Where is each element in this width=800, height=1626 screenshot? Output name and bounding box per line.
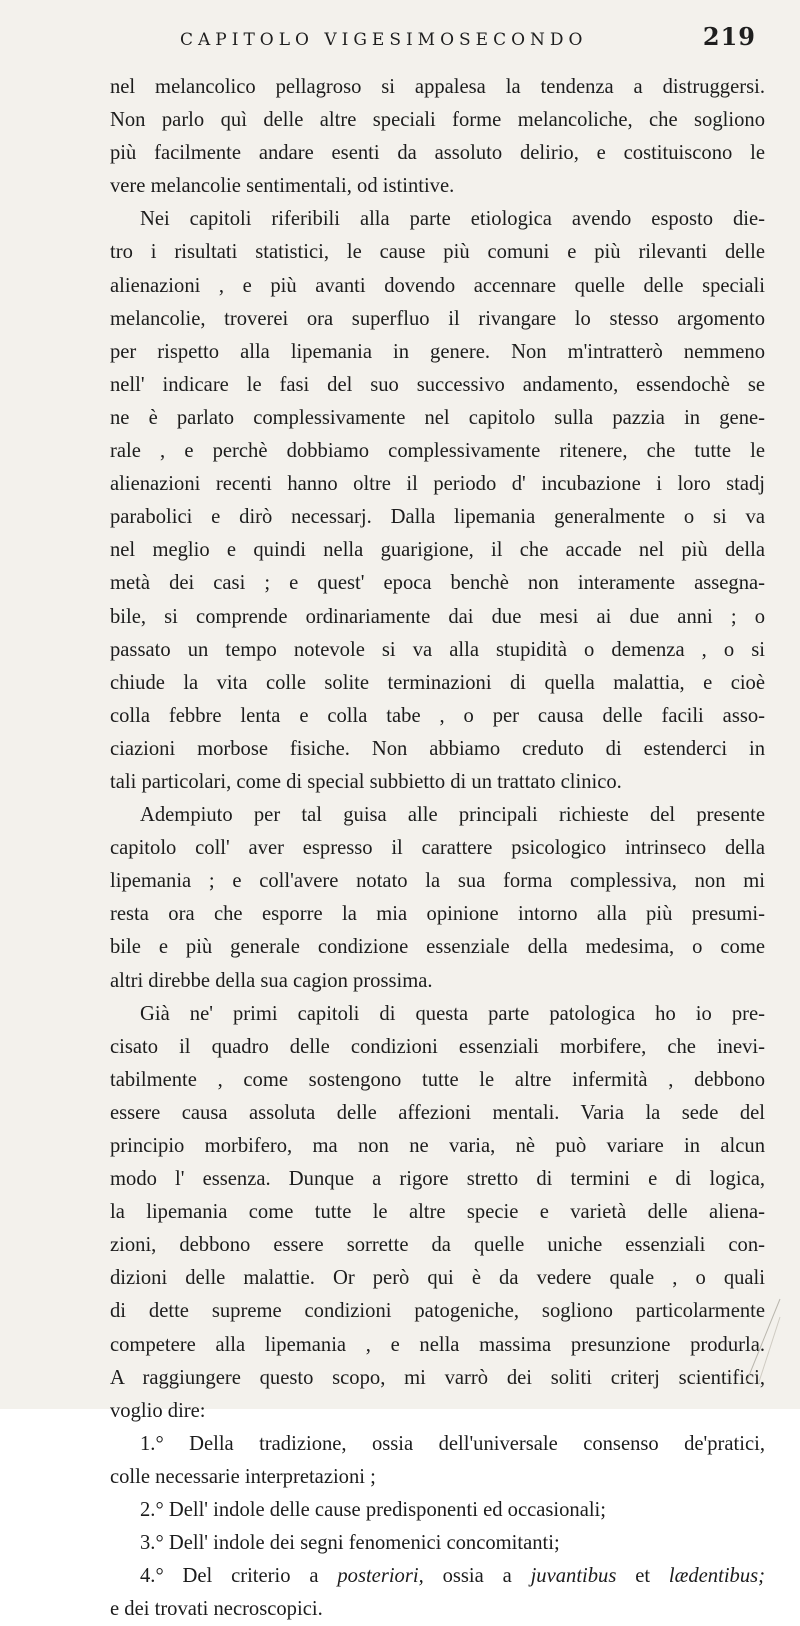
list-item [110,1560,765,1593]
text-line: cisato il quadro delle condizioni essenziali morbifere, che inevi- [110,1035,765,1058]
list-item-text: ossia a [423,1565,531,1588]
text-line: parabolici e dirò necessarj. Dalla lipemania generalmente o si va [110,506,765,529]
text-line: competere alla lipemania , e nella massima presunzione produrla. [110,1333,765,1356]
text-line: chiude la vita colle solite terminazioni di quella malattia, e cioè [110,671,765,694]
page-header [110,22,768,62]
list-item: 3.° Dell' indole dei segni fenomenici concomitanti; [140,1532,560,1555]
body-text [110,71,765,1626]
text-line: tro i risultati statistici, le cause più comuni e più rilevanti delle [110,241,765,264]
italic-term: posteriori, [337,1565,424,1588]
text-line: capitolo coll' aver espresso il carattere psicologico intrinseco della [110,837,765,860]
text-line: altri direbbe della sua cagion prossima. [110,969,433,992]
text-line: alienazioni recenti hanno oltre il periodo d' incubazione i loro stadj [110,473,765,496]
text-line: ciazioni morbose fisiche. Non abbiamo creduto di estenderci in [110,737,765,760]
text-line: passato un tempo notevole si va alla stupidità o demenza , o si [110,638,765,661]
text-line: nel meglio e quindi nella guarigione, il che accade nel più della [110,539,765,562]
text-line: voglio dire: [110,1399,206,1422]
page-number: 219 [702,22,756,51]
text-line: bile e più generale condizione essenziale della medesima, o come [110,936,765,959]
text-line: nell' indicare le fasi del suo successivo andamento, essendochè se [110,373,765,396]
text-line: zioni, debbono essere sorrette da quelle uniche essenziali con- [110,1234,765,1257]
text-line: la lipemania come tutte le altre specie e varietà delle aliena- [110,1201,765,1224]
text-line: ne è parlato complessivamente nel capitolo sulla pazzia in gene- [110,406,765,429]
text-line: resta ora che esporre la mia opinione intorno alla più presumi- [110,903,765,926]
text-line: Non parlo quì delle altre speciali forme melancoliche, che sogliono [110,109,765,132]
page-edge-crease [742,1297,782,1387]
text-line: principio morbifero, ma non ne varia, nè può variare in alcun [110,1135,765,1157]
italic-term: juvantibus [530,1565,617,1588]
text-line: alienazioni , e più avanti dovendo accennare quelle delle speciali [110,274,765,297]
list-item-text: 4.° Del criterio a [140,1565,338,1588]
text-line: metà dei casi ; e quest' epoca benchè non interamente assegna- [110,572,765,595]
text-line: melancolie, troverei ora superfluo il rivangare lo stesso argomento [110,307,765,330]
text-line: di dette supreme condizioni patogeniche, sogliono particolarmente [110,1300,765,1323]
paragraph-start-line: Nei capitoli riferibili alla parte etiologica avendo esposto die- [140,208,765,231]
text-line: essere causa assoluta delle affezioni mentali. Varia la sede del [110,1101,765,1124]
list-item: 2.° Dell' indole delle cause predisponenti ed occasionali; [140,1499,607,1522]
text-line: tabilmente , come sostengono tutte le altre infermità , debbono [110,1068,765,1091]
text-line: dizioni delle malattie. Or però qui è da vedere quale , o quali [110,1267,765,1290]
text-line: modo l' essenza. Dunque a rigore stretto di termini e di logica, [110,1168,765,1191]
text-line: nel melancolico pellagroso si appalesa la tendenza a distruggersi. [110,76,765,98]
text-line: lipemania ; e coll'avere notato la sua forma complessiva, non mi [110,870,765,893]
text-line: vere melancolie sentimentali, od istintive. [110,175,455,198]
list-item-text: et [616,1565,669,1588]
paragraph-start-line: Già ne' primi capitoli di questa parte patologica ho io pre- [140,1002,765,1025]
italic-term: lædentibus; [668,1565,766,1588]
list-item-continuation: colle necessarie interpretazioni ; [110,1465,376,1488]
text-line: per rispetto alla lipemania in genere. Non m'intratterò nemmeno [110,340,765,363]
text-line: colla febbre lenta e colla tabe , o per causa delle facili asso- [110,704,765,727]
text-line: più facilmente andare esenti da assoluto delirio, e costituiscono le [110,142,765,165]
list-item: 1.° Della tradizione, ossia dell'universale consenso de'pratici, [140,1432,765,1455]
list-item-continuation: e dei trovati necroscopici. [110,1598,323,1621]
text-line: bile, si comprende ordinariamente dai due mesi ai due anni ; o [110,605,765,628]
text-line: rale , e perchè dobbiamo complessivamente ritenere, che tutte le [110,440,765,463]
paragraph-start-line: Adempiuto per tal guisa alle principali richieste del presente [140,804,765,827]
running-head: CAPITOLO VIGESIMOSECONDO [180,30,588,50]
text-line: A raggiungere questo scopo, mi varrò dei soliti criterj scientifici, [110,1366,765,1389]
text-line: tali particolari, come di special subbietto di un trattato clinico. [110,770,622,793]
